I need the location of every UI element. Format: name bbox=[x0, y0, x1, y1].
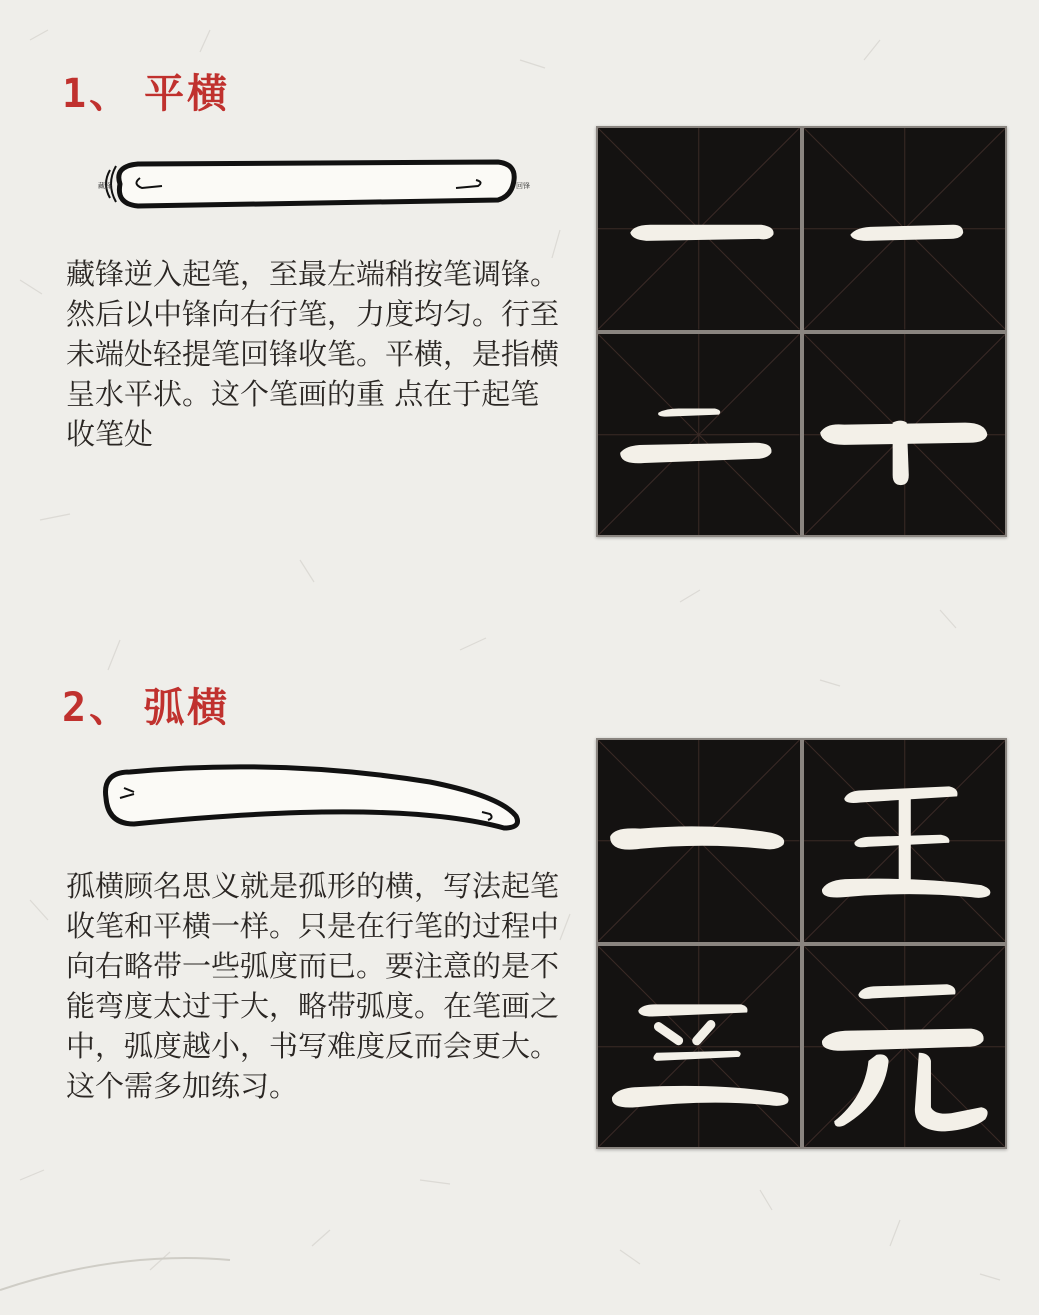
rubbing-cell bbox=[598, 946, 800, 1148]
section-1-rubbing-grid bbox=[596, 126, 1007, 537]
figure-label-right: 回锋 bbox=[516, 182, 530, 190]
rubbing-cell bbox=[598, 740, 800, 942]
rubbing-cell bbox=[804, 946, 1006, 1148]
section-1-number: 1、 bbox=[62, 71, 133, 117]
flat-horizontal-stroke-diagram bbox=[96, 148, 532, 220]
rubbing-cell bbox=[598, 128, 800, 330]
section-2-title bbox=[62, 676, 230, 733]
rubbing-cell bbox=[804, 334, 1006, 536]
rubbing-cell bbox=[598, 334, 800, 536]
section-2-description: 孤横顾名思义就是孤形的横，写法起笔收笔和平横一样。只是在行笔的过程中向右略带一些弧度而已。要注意的是不能弯度太过于大，略带弧度。在笔画之中，弧度越小，书写难度反而会更大。这个需多加练习。 bbox=[66, 869, 560, 1103]
rubbing-cell bbox=[804, 128, 1006, 330]
figure-label-left: 藏锋 bbox=[98, 182, 112, 190]
section-2-rubbing-grid bbox=[596, 738, 1007, 1149]
section-1-title bbox=[62, 62, 230, 119]
section-2-number: 2、 bbox=[62, 685, 133, 731]
section-1-name: 平横 bbox=[144, 71, 231, 117]
rubbing-cell bbox=[804, 740, 1006, 942]
section-1-description: 藏锋逆入起笔，至最左端稍按笔调锋。然后以中锋向右行笔，力度均匀。行至未端处轻提笔回锋收笔。平横，是指横呈水平状。这个笔画的重 点在于起笔收笔处 bbox=[66, 257, 560, 451]
arc-horizontal-stroke-diagram bbox=[96, 758, 526, 838]
section-2-name: 弧横 bbox=[144, 685, 231, 731]
